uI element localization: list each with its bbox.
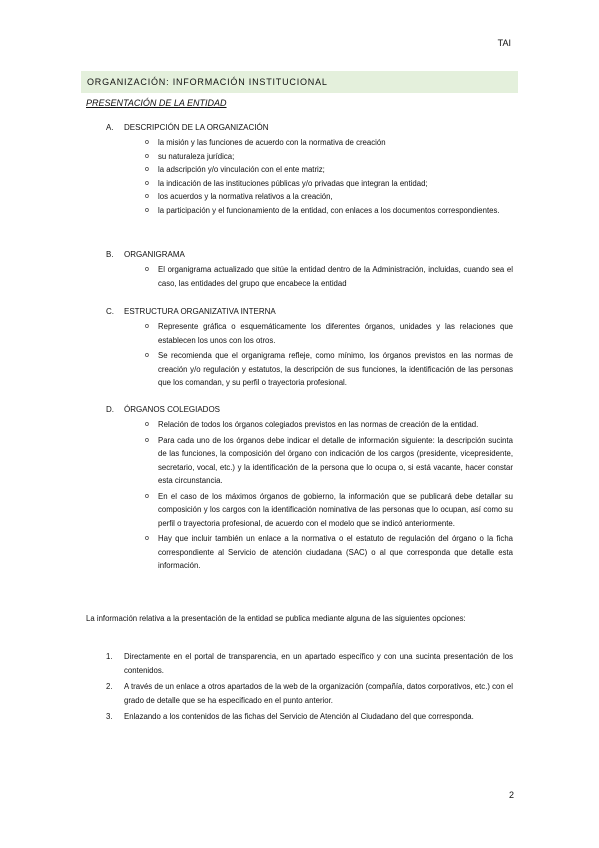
bullet-marker: o — [145, 193, 149, 200]
bullet-list — [145, 320, 513, 390]
list-item: o Para cada uno de los órganos debe indicar el detalle de información siguiente: la descripción sucinta de las funciones, la composición del órgano con indicación de los cargos (presidente, vicepresidente, secretario, vocal, etc.) y la identificación de la persona que lo ocupa o, si está vacante, hacer constar esta circunstancia. — [145, 435, 513, 485]
list-item: o la misión y las funciones de acuerdo con la normativa de creación — [145, 136, 513, 150]
bullet-marker: o — [145, 206, 149, 214]
body-paragraph: La información relativa a la presentación de la entidad se publica mediante alguna de las siguientes opciones: — [86, 614, 466, 623]
numbered-list — [106, 650, 513, 727]
bullet-marker: o — [145, 166, 149, 173]
bullet-marker: o — [145, 152, 149, 160]
header-label: TAI — [497, 38, 511, 48]
item-number: 1. — [106, 652, 113, 661]
list-item: o Se recomienda que el organigrama refleje, como mínimo, los órganos previstos en las normas de creación y/o regulación y estatutos, la descripción de sus funciones, la identificación de las personas que los comandan, y su perfil o trayectoria profesional. — [145, 351, 513, 387]
item-heading — [106, 307, 276, 316]
subsection-title: PRESENTACIÓN DE LA ENTIDAD — [86, 98, 227, 108]
item-heading — [106, 123, 268, 132]
bullet-marker: o — [145, 323, 149, 330]
item-title: ESTRUCTURA ORGANIZATIVA INTERNA — [124, 307, 276, 316]
item-title: ORGANIGRAMA — [124, 250, 185, 259]
list-item: o la indicación de las instituciones públicas y/o privadas que integran la entidad; — [145, 177, 513, 191]
list-item: 2. A través de un enlace a otros apartados de la web de la organización (compañía, datos corporativos, etc.) con el grado de detalle que se ha especificado en el punto anterior. — [106, 682, 513, 705]
item-heading — [106, 405, 220, 414]
bullet-marker: o — [145, 492, 149, 500]
item-letter: D. — [106, 405, 114, 414]
item-title: DESCRIPCIÓN DE LA ORGANIZACIÓN — [124, 123, 269, 132]
list-item: o la participación y el funcionamiento de la entidad, con enlaces a los documentos correspondientes. — [145, 204, 513, 218]
list-item: o los acuerdos y la normativa relativos a la creación, — [145, 190, 513, 204]
section-title: ORGANIZACIÓN: INFORMACIÓN INSTITUCIONAL — [81, 71, 518, 93]
item-letter: B. — [106, 250, 114, 259]
page-number: 2 — [508, 790, 514, 800]
list-item: o Hay que incluir también un enlace a la normativa o el estatuto de regulación del órgano o la ficha correspondiente al Servicio de atención ciudadana (SAC) o al que corresponda que detalle esta información. — [145, 534, 513, 570]
item-letter: A. — [106, 123, 114, 132]
bullet-marker: o — [145, 179, 149, 187]
list-item: o Relación de todos los órganos colegiados previstos en las normas de creación de la entidad. — [145, 418, 513, 432]
item-letter: C. — [106, 307, 114, 316]
bullet-marker: o — [145, 266, 149, 273]
list-item: 1. Directamente en el portal de transparencia, en un apartado específico y con una sucinta presentación de los contenidos. — [106, 652, 513, 675]
bullet-marker: o — [145, 139, 149, 146]
item-number: 2. — [106, 682, 113, 691]
list-item: o El organigrama actualizado que sitúe la entidad dentro de la Administración, incluidas, cuando sea el caso, las entidades del grupo que encabece la entidad — [145, 265, 513, 288]
bullet-marker: o — [145, 436, 149, 444]
list-item: o En el caso de los máximos órganos de gobierno, la información que se publicará debe detallar su composición y los cargos con la identificación nominativa de las personas que lo ocupan, así como su perfil o trayectoria profesional, de acuerdo con el modelo que se indicó anteriormente. — [145, 491, 513, 528]
item-title: ÓRGANOS COLEGIADOS — [124, 405, 221, 414]
list-item: o la adscripción y/o vinculación con el ente matriz; — [145, 163, 513, 177]
item-number: 3. — [106, 712, 113, 721]
bullet-list — [145, 136, 513, 217]
bullet-marker: o — [145, 535, 149, 542]
bullet-marker: o — [145, 352, 149, 359]
item-heading — [106, 250, 185, 259]
bullet-list — [145, 418, 513, 573]
list-item: o Represente gráfica o esquemáticamente los diferentes órganos, unidades y las relaciones que establecen los unos con los otros. — [145, 322, 513, 345]
list-item: 3. Enlazando a los contenidos de las fichas del Servicio de Atención al Ciudadano del que corresponda. — [106, 710, 513, 724]
list-item: o su naturaleza jurídica; — [145, 150, 513, 164]
bullet-marker: o — [145, 421, 149, 428]
bullet-list — [145, 263, 513, 290]
